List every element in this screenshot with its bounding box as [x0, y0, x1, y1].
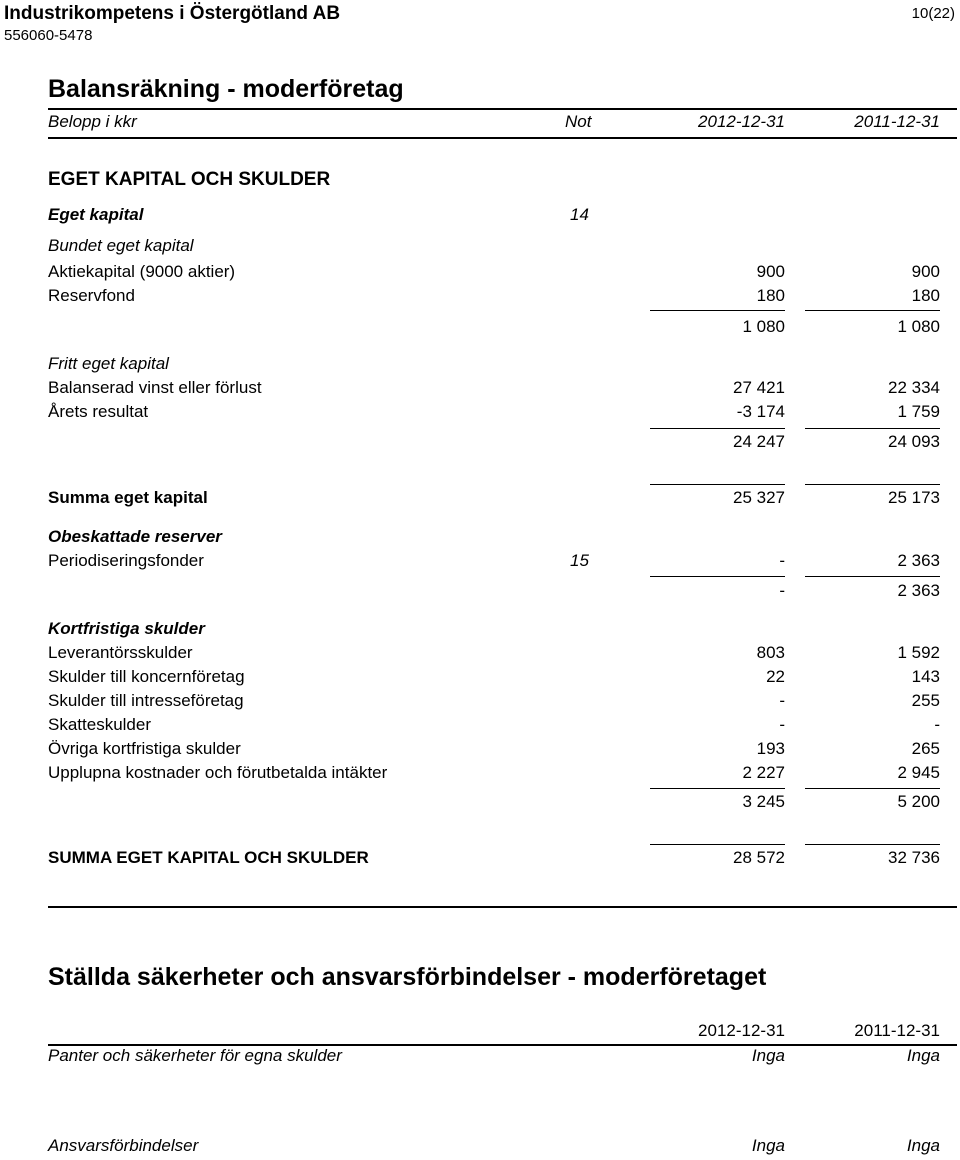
column-header-2011: 2011-12-31: [854, 112, 940, 131]
kortfristiga-heading: Kortfristiga skulder: [48, 619, 205, 638]
ansvar-label: Ansvarsförbindelser: [48, 1136, 199, 1155]
eget-kapital-heading: Eget kapital: [48, 205, 144, 224]
intresse-2011: 255: [911, 691, 940, 710]
summa-eget-row: [0, 486, 960, 510]
pledged-title: Ställda säkerheter och ansvarsförbindelser - moderföretaget: [48, 963, 767, 991]
koncern-label: Skulder till koncernföretag: [48, 667, 245, 686]
obeskattade-sum-2011: 2 363: [897, 581, 940, 600]
kortfristiga-sum-row: [0, 790, 960, 814]
upplupna-2012: 2 227: [742, 763, 785, 782]
arets-resultat-row: [0, 400, 960, 424]
subtotal-rule-2011: [805, 428, 940, 429]
reservfond-row: [0, 284, 960, 308]
balanserad-2011: 22 334: [888, 378, 940, 397]
summa-total-label: SUMMA EGET KAPITAL OCH SKULDER: [48, 848, 369, 867]
subtotal-rule-2011: [805, 788, 940, 789]
ovriga-row: [0, 737, 960, 761]
bundet-sum-row: [0, 315, 960, 339]
balanserad-label: Balanserad vinst eller förlust: [48, 378, 262, 397]
ovriga-2011: 265: [911, 739, 940, 758]
kortfristiga-sum-2011: 5 200: [897, 792, 940, 811]
bundet-sum-2011: 1 080: [897, 317, 940, 336]
bundet-heading-row: [0, 234, 960, 258]
fritt-sum-2012: 24 247: [733, 432, 785, 451]
total-rule-2011: [805, 844, 940, 845]
subtotal-rule-2012: [650, 310, 785, 311]
skatte-2011: -: [934, 715, 940, 734]
column-header-row: [0, 110, 960, 134]
balance-sheet-title: Balansräkning - moderföretag: [48, 75, 404, 103]
reservfond-2011: 180: [911, 286, 940, 305]
aktiekapital-label: Aktiekapital (9000 aktier): [48, 262, 236, 281]
column-header-2012: 2012-12-31: [698, 112, 785, 131]
leverantor-2011: 1 592: [897, 643, 940, 662]
ansvar-2011: Inga: [906, 1136, 940, 1155]
section-title: EGET KAPITAL OCH SKULDER: [48, 169, 331, 190]
koncern-2011: 143: [911, 667, 940, 686]
eget-kapital-row: [0, 203, 960, 227]
aktiekapital-2012: 900: [756, 262, 785, 281]
panter-2011: Inga: [906, 1046, 940, 1065]
leverantor-label: Leverantörsskulder: [48, 643, 193, 662]
periodisering-note: 15: [570, 551, 589, 570]
kortfristiga-sum-2012: 3 245: [742, 792, 785, 811]
ovriga-label: Övriga kortfristiga skulder: [48, 739, 241, 758]
bundet-heading: Bundet eget kapital: [48, 236, 194, 255]
kortfristiga-heading-row: [0, 617, 960, 641]
bundet-sum-2012: 1 080: [742, 317, 785, 336]
subtotal-rule-2011: [805, 310, 940, 311]
upplupna-row: [0, 761, 960, 785]
summa-total-2011: 32 736: [888, 848, 940, 867]
arets-resultat-label: Årets resultat: [48, 402, 149, 421]
arets-resultat-2012: -3 174: [736, 402, 785, 421]
total-rule-2012: [650, 484, 785, 485]
skatte-row: [0, 713, 960, 737]
upplupna-label: Upplupna kostnader och förutbetalda intäkter: [48, 763, 388, 782]
balanserad-2012: 27 421: [733, 378, 785, 397]
ansvar-row: [0, 1134, 960, 1158]
subtotal-rule-2012: [650, 576, 785, 577]
header-rule: [48, 137, 957, 139]
page-number: 10(22): [911, 5, 955, 22]
leverantor-row: [0, 641, 960, 665]
skatte-label: Skatteskulder: [48, 715, 151, 734]
aktiekapital-2011: 900: [911, 262, 940, 281]
subtotal-rule-2012: [650, 788, 785, 789]
koncern-2012: 22: [766, 667, 785, 686]
reservfond-label: Reservfond: [48, 286, 135, 305]
subtotal-rule-2011: [805, 576, 940, 577]
arets-resultat-2011: 1 759: [897, 402, 940, 421]
upplupna-2011: 2 945: [897, 763, 940, 782]
intresse-label: Skulder till intresseföretag: [48, 691, 244, 710]
fritt-heading-row: [0, 352, 960, 376]
pledged-column-header-2012: 2012-12-31: [698, 1021, 785, 1040]
total-rule-2012: [650, 844, 785, 845]
total-rule-2011: [805, 484, 940, 485]
panter-label: Panter och säkerheter för egna skulder: [48, 1046, 342, 1065]
eget-kapital-note: 14: [570, 205, 589, 224]
note-column-header: Not: [565, 112, 592, 131]
fritt-sum-row: [0, 430, 960, 454]
summa-total-row: [0, 846, 960, 870]
company-name: Industrikompetens i Östergötland AB: [4, 3, 341, 24]
periodisering-row: [0, 549, 960, 573]
skatte-2012: -: [779, 715, 785, 734]
amount-unit-label: Belopp i kkr: [48, 112, 137, 131]
periodisering-2011: 2 363: [897, 551, 940, 570]
balanserad-row: [0, 376, 960, 400]
fritt-heading: Fritt eget kapital: [48, 354, 169, 373]
ovriga-2012: 193: [756, 739, 785, 758]
koncern-row: [0, 665, 960, 689]
fritt-sum-2011: 24 093: [888, 432, 940, 451]
obeskattade-sum-row: [0, 579, 960, 603]
obeskattade-heading-row: [0, 525, 960, 549]
obeskattade-heading: Obeskattade reserver: [48, 527, 222, 546]
periodisering-2012: -: [779, 551, 785, 570]
ansvar-2012: Inga: [751, 1136, 785, 1155]
section-title-row: [0, 168, 960, 192]
summa-total-2012: 28 572: [733, 848, 785, 867]
periodisering-label: Periodiseringsfonder: [48, 551, 204, 570]
leverantor-2012: 803: [756, 643, 785, 662]
summa-eget-2012: 25 327: [733, 488, 785, 507]
org-number: 556060-5478: [4, 27, 93, 44]
panter-2012: Inga: [751, 1046, 785, 1065]
reservfond-2012: 180: [756, 286, 785, 305]
summa-eget-label: Summa eget kapital: [48, 488, 208, 507]
obeskattade-sum-2012: -: [779, 581, 785, 600]
intresse-row: [0, 689, 960, 713]
intresse-2012: -: [779, 691, 785, 710]
pledged-column-header-row: [0, 1019, 960, 1043]
bottom-rule: [48, 906, 957, 908]
aktiekapital-row: [0, 260, 960, 284]
subtotal-rule-2012: [650, 428, 785, 429]
pledged-column-header-2011: 2011-12-31: [854, 1021, 940, 1040]
panter-row: [0, 1044, 960, 1068]
summa-eget-2011: 25 173: [888, 488, 940, 507]
